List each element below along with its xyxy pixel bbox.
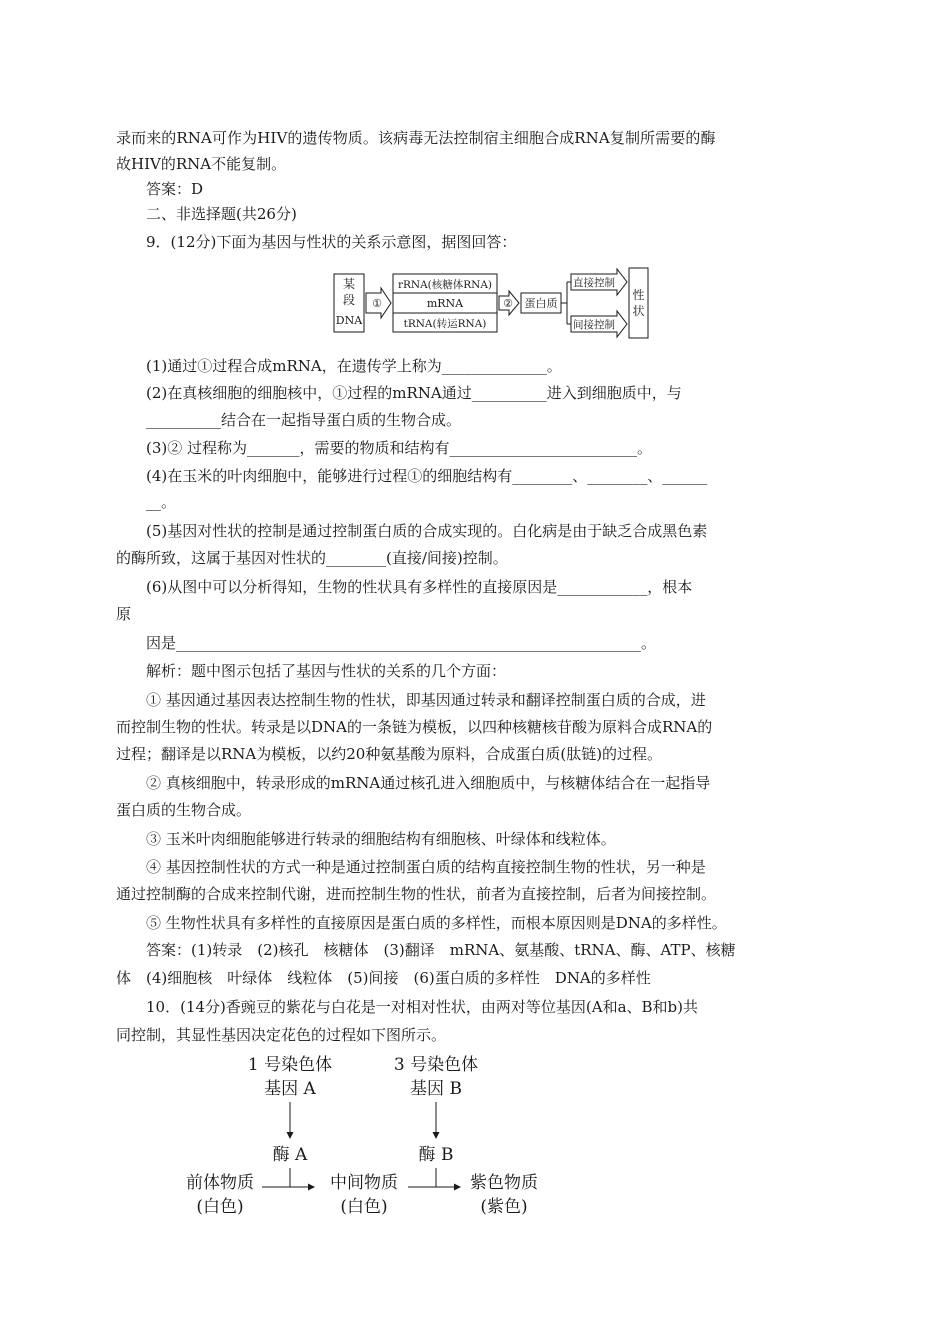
intermediate-color-label: (白色) bbox=[340, 1197, 388, 1217]
enzyme-b-label: 酶 B bbox=[418, 1145, 454, 1165]
trna-label: tRNA(转运RNA) bbox=[403, 318, 487, 330]
question-10-stem: 同控制，其显性基因决定花色的过程如下图所示。 bbox=[116, 1026, 447, 1044]
chromosome-3-label: 3 号染色体 bbox=[393, 1055, 479, 1075]
purple-color-label: (紫色) bbox=[480, 1197, 528, 1217]
step1-label: ① bbox=[372, 297, 382, 310]
question-9-part-2: __________结合在一起指导蛋白质的生物合成。 bbox=[146, 411, 462, 429]
analysis-text: 蛋白质的生物合成。 bbox=[116, 801, 252, 819]
section-heading: 二、非选择题(共26分) bbox=[146, 205, 297, 223]
answer-text: 答案：(1)转录 (2)核孔 核糖体 (3)翻译 mRNA、氨基酸、tRNA、酶、ATP、核糖 bbox=[146, 941, 736, 959]
analysis-text: 过程；翻译是以RNA为模板，以约20种氨基酸为原料，合成蛋白质(肽链)的过程。 bbox=[116, 745, 663, 763]
answer-text: 体 (4)细胞核 叶绿体 线粒体 (5)间接 (6)蛋白质的多样性 DNA的多样性 bbox=[116, 969, 651, 987]
question-9-part-5: (5)基因对性状的控制是通过控制蛋白质的合成实现的。白化病是由于缺乏合成黑色素 bbox=[146, 522, 708, 540]
trait-box bbox=[629, 268, 648, 338]
indirect-control-label: 间接控制 bbox=[573, 319, 615, 331]
text-line: 答案：D bbox=[146, 180, 204, 198]
gene-b-label: 基因 B bbox=[410, 1079, 462, 1099]
text-line: 故HIV的RNA不能复制。 bbox=[116, 155, 287, 173]
question-9-part-3: (3)② 过程称为_______，需要的物质和结构有_________________________。 bbox=[146, 439, 653, 457]
dna-label: 段 bbox=[342, 293, 356, 307]
question-9-part-5: 的酶所致，这属于基因对性状的________(直接/间接)控制。 bbox=[116, 549, 508, 567]
step2-label: ② bbox=[503, 297, 513, 310]
protein-label: 蛋白质 bbox=[524, 297, 558, 310]
question-9-part-6: 因是______________________________________________________________。 bbox=[146, 634, 657, 652]
question-9-part-2: (2)在真核细胞的细胞核中，①过程的mRNA通过__________进入到细胞质中，与 bbox=[146, 384, 682, 402]
analysis-text: 通过控制酶的合成来控制代谢，进而控制生物的性状，前者为直接控制，后者为间接控制。 bbox=[116, 885, 717, 903]
mrna-label: mRNA bbox=[426, 297, 464, 310]
analysis-text: 而控制生物的性状。转录是以DNA的一条链为模板，以四种核糖核苷酸为原料合成RNA的 bbox=[116, 718, 713, 736]
question-9-part-6: 原 bbox=[116, 605, 132, 623]
dna-label: 某 bbox=[342, 277, 356, 291]
direct-control-label: 直接控制 bbox=[573, 277, 615, 289]
chromosome-1-label: 1 号染色体 bbox=[247, 1055, 333, 1075]
precursor-label: 前体物质 bbox=[186, 1173, 254, 1193]
text-line: 录而来的RNA可作为HIV的遗传物质。该病毒无法控制宿主细胞合成RNA复制所需要的酶 bbox=[116, 129, 716, 147]
rrna-label: rRNA(核糖体RNA) bbox=[397, 279, 493, 291]
analysis-text: ⑤ 生物性状具有多样性的直接原因是蛋白质的多样性，而根本原因则是DNA的多样性。 bbox=[146, 914, 727, 932]
question-9-part-4: __。 bbox=[146, 493, 177, 511]
flower-color-pathway-diagram bbox=[178, 1050, 548, 1218]
enzyme-a-label: 酶 A bbox=[272, 1145, 308, 1165]
analysis-heading: 解析：题中图示包括了基因与性状的关系的几个方面： bbox=[146, 662, 507, 680]
question-9-part-6: (6)从图中可以分析得知，生物的性状具有多样性的直接原因是____________，根本 bbox=[146, 578, 693, 596]
question-9-part-1: (1)通过①过程合成mRNA，在遗传学上称为______________。 bbox=[146, 357, 562, 375]
gene-a-label: 基因 A bbox=[264, 1079, 316, 1099]
analysis-text: ④ 基因控制性状的方式一种是通过控制蛋白质的结构直接控制生物的性状，另一种是 bbox=[146, 858, 706, 876]
gene-trait-diagram bbox=[333, 266, 651, 340]
question-9-part-4: (4)在玉米的叶肉细胞中，能够进行过程①的细胞结构有________、________、______ bbox=[146, 467, 708, 485]
dna-label: DNA bbox=[335, 314, 363, 327]
analysis-text: ③ 玉米叶肉细胞能够进行转录的细胞结构有细胞核、叶绿体和线粒体。 bbox=[146, 830, 616, 848]
trait-label: 状 bbox=[632, 304, 645, 318]
precursor-color-label: (白色) bbox=[196, 1197, 244, 1217]
trait-label: 性 bbox=[632, 288, 645, 302]
question-9-stem: 9．(12分)下面为基因与性状的关系示意图，据图回答： bbox=[146, 233, 517, 251]
analysis-text: ② 真核细胞中，转录形成的mRNA通过核孔进入细胞质中，与核糖体结合在一起指导 bbox=[146, 774, 711, 792]
analysis-text: ① 基因通过基因表达控制生物的性状，即基因通过转录和翻译控制蛋白质的合成，进 bbox=[146, 691, 706, 709]
purple-label: 紫色物质 bbox=[470, 1173, 538, 1193]
intermediate-label: 中间物质 bbox=[330, 1173, 398, 1193]
question-10-stem: 10．(14分)香豌豆的紫花与白花是一对相对性状，由两对等位基因(A和a、B和b)共 bbox=[146, 998, 698, 1016]
